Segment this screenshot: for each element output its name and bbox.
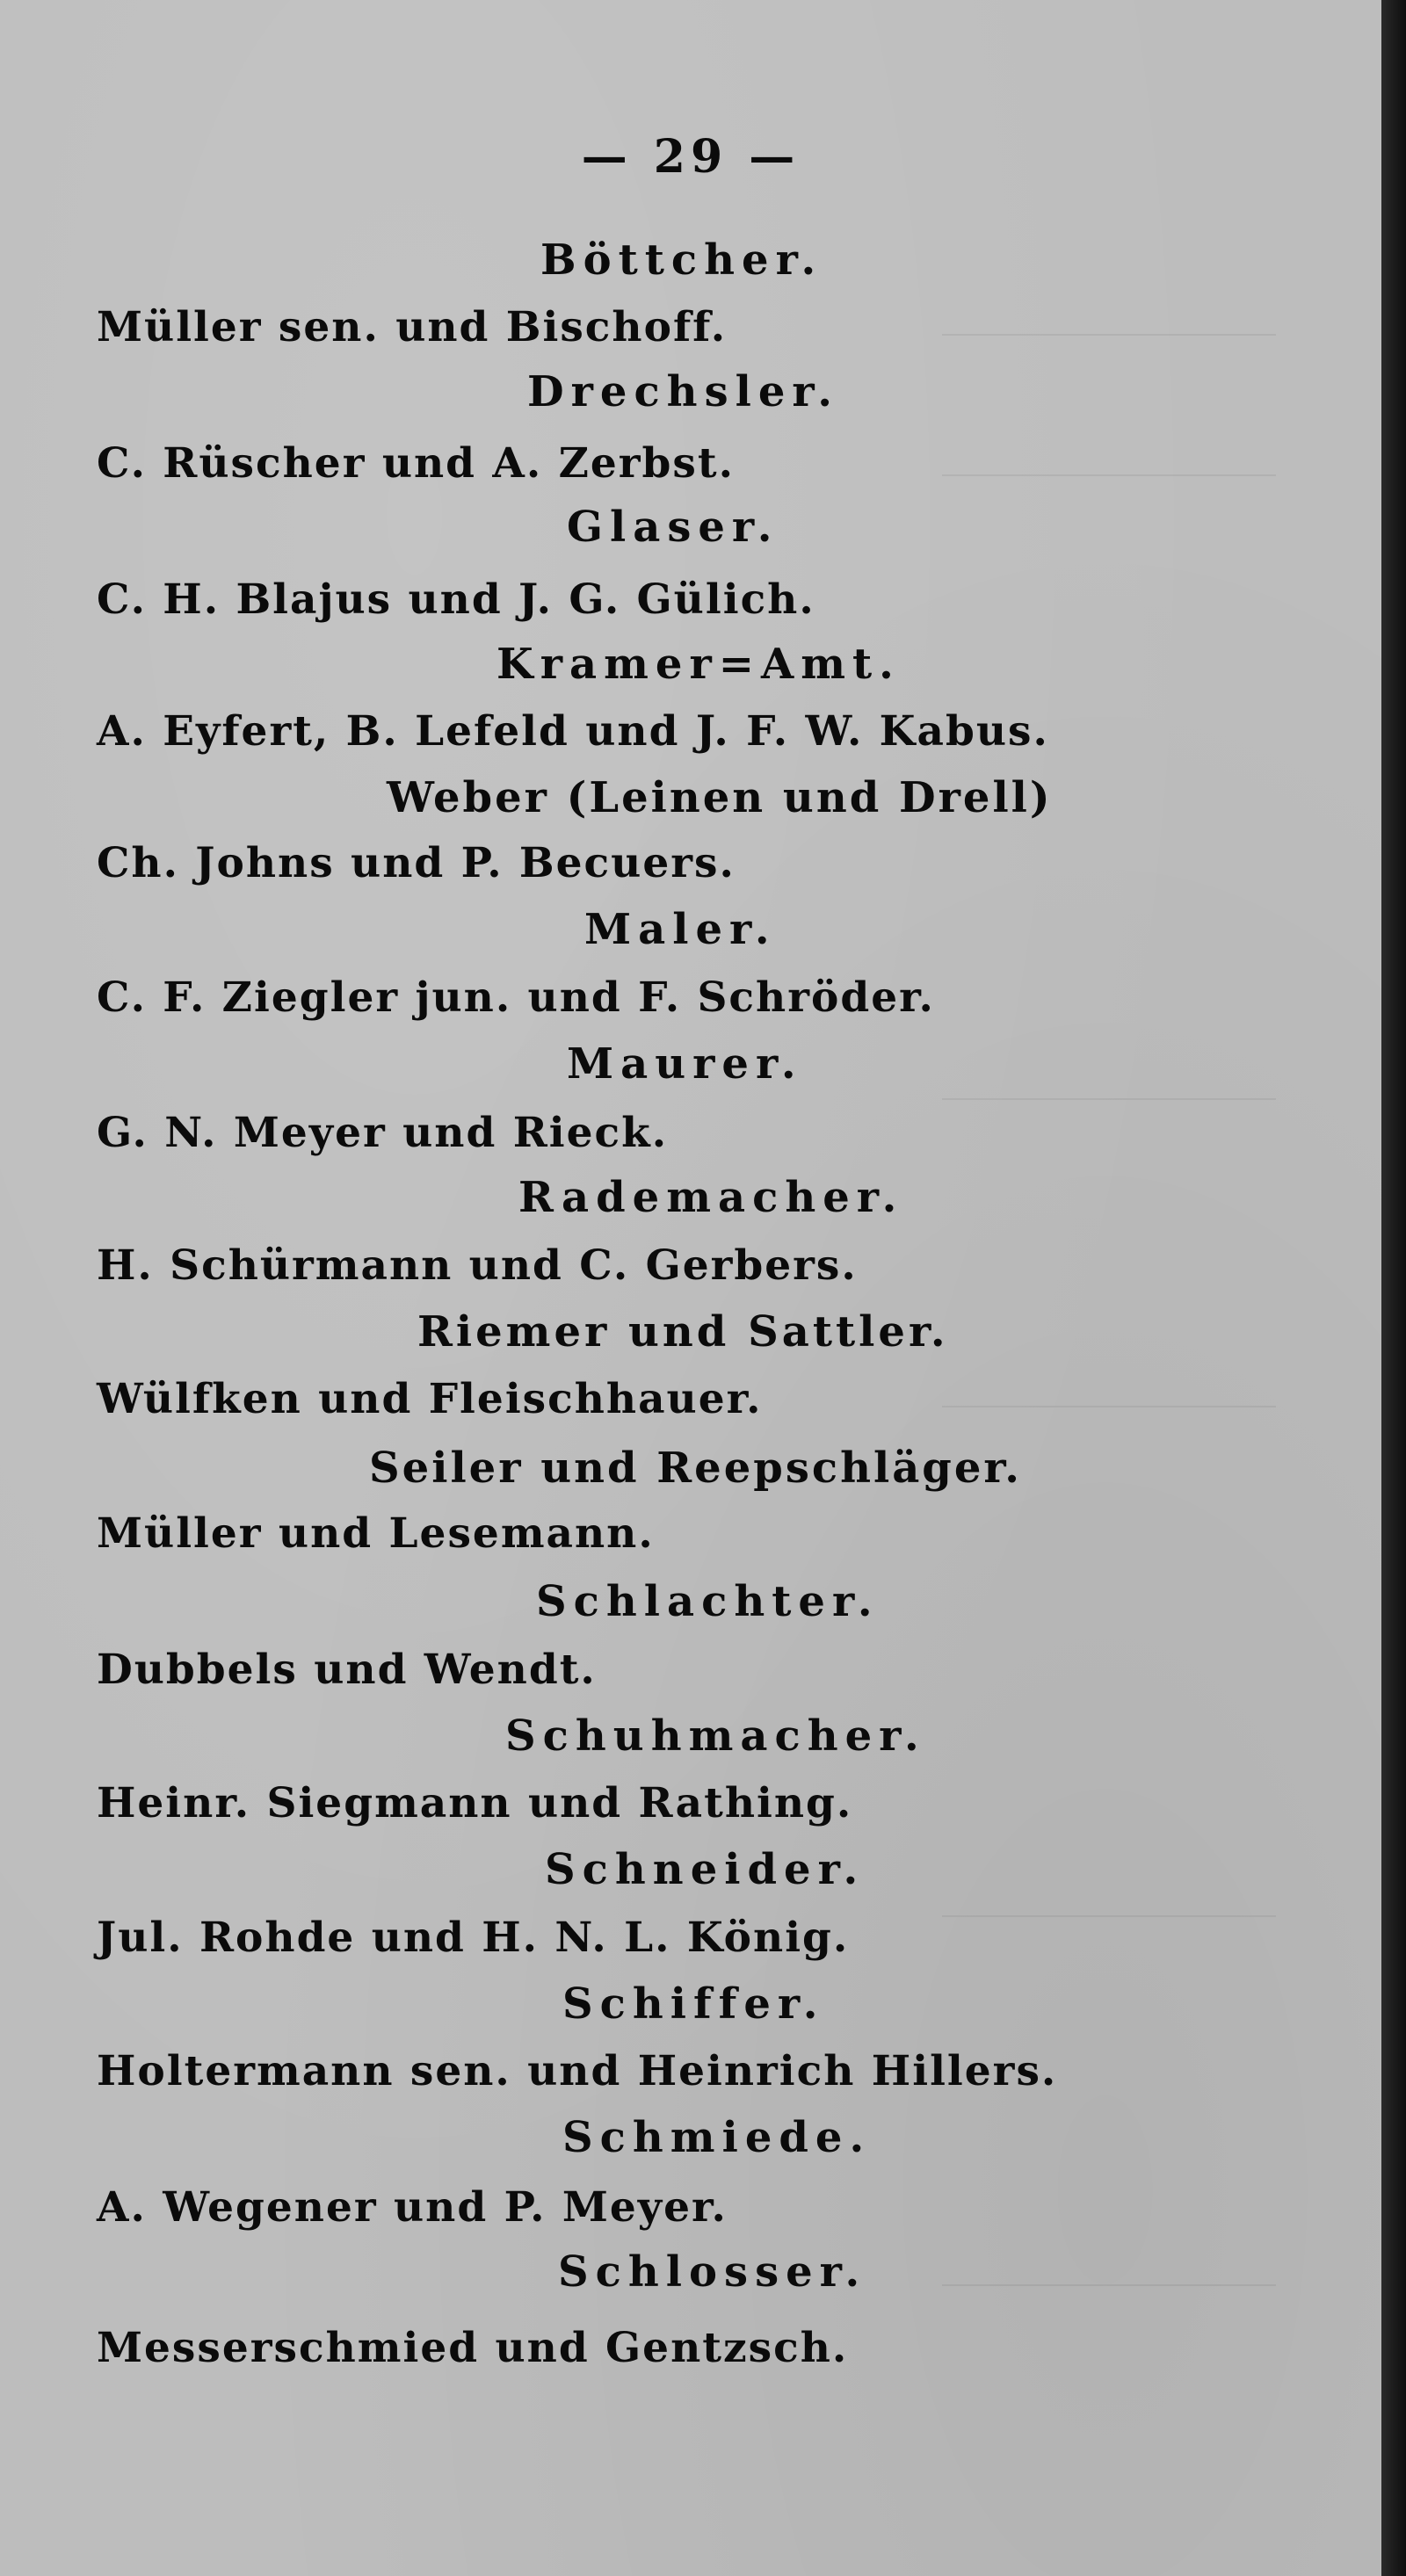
page-edge-shadow bbox=[1381, 0, 1406, 2576]
show-through-line bbox=[942, 334, 1276, 336]
trade-heading-maler: Maler. bbox=[584, 905, 777, 954]
trade-members-kramer-amt: A. Eyfert, B. Lefeld und J. F. W. Kabus. bbox=[97, 707, 1049, 756]
show-through-line bbox=[942, 474, 1276, 476]
trade-heading-maurer: Maurer. bbox=[567, 1039, 803, 1089]
trade-members-drechsler: C. Rüscher und A. Zerbst. bbox=[97, 439, 735, 488]
trade-heading-kramer-amt: Kramer=Amt. bbox=[496, 640, 901, 689]
show-through-line bbox=[942, 1915, 1276, 1917]
trade-members-schneider: Jul. Rohde und H. N. L. König. bbox=[97, 1914, 850, 1962]
trade-heading-drechsler: Drechsler. bbox=[527, 367, 839, 416]
show-through-line bbox=[942, 1406, 1276, 1407]
trade-heading-weber: Weber (Leinen und Drell) bbox=[387, 773, 1053, 822]
trade-heading-schlosser: Schlosser. bbox=[558, 2247, 867, 2297]
trade-members-schmiede: A. Wegener und P. Meyer. bbox=[97, 2183, 728, 2232]
trade-members-glaser: C. H. Blajus und J. G. Gülich. bbox=[97, 575, 815, 624]
show-through-line bbox=[942, 2284, 1276, 2286]
trade-members-boettcher: Müller sen. und Bischoff. bbox=[97, 303, 728, 351]
trade-heading-schlachter: Schlachter. bbox=[536, 1577, 880, 1626]
trade-heading-riemer-sattler: Riemer und Sattler. bbox=[417, 1307, 949, 1357]
trade-members-seiler-reepschlaeger: Müller und Lesemann. bbox=[97, 1509, 655, 1558]
trade-members-schlachter: Dubbels und Wendt. bbox=[97, 1646, 597, 1694]
trade-members-weber: Ch. Johns und P. Becuers. bbox=[97, 839, 736, 887]
trade-heading-schuhmacher: Schuhmacher. bbox=[505, 1711, 926, 1761]
trade-heading-rademacher: Rademacher. bbox=[518, 1173, 904, 1222]
trade-heading-boettcher: Böttcher. bbox=[540, 235, 823, 285]
trade-members-schiffer: Holtermann sen. und Heinrich Hillers. bbox=[97, 2047, 1058, 2095]
trade-members-maurer: G. N. Meyer und Rieck. bbox=[97, 1109, 669, 1157]
trade-heading-schmiede: Schmiede. bbox=[562, 2113, 872, 2162]
show-through-line bbox=[942, 1098, 1276, 1100]
trade-heading-schneider: Schneider. bbox=[545, 1845, 866, 1894]
trade-members-riemer-sattler: Wülfken und Fleischhauer. bbox=[97, 1375, 763, 1423]
trade-members-maler: C. F. Ziegler jun. und F. Schröder. bbox=[97, 973, 935, 1022]
trade-heading-seiler-reepschlaeger: Seiler und Reepschläger. bbox=[369, 1444, 1022, 1493]
page-number: — 29 — bbox=[581, 130, 801, 184]
trade-members-schuhmacher: Heinr. Siegmann und Rathing. bbox=[97, 1779, 853, 1827]
trade-members-rademacher: H. Schürmann und C. Gerbers. bbox=[97, 1241, 858, 1290]
trade-heading-glaser: Glaser. bbox=[567, 503, 779, 552]
trade-members-schlosser: Messerschmied und Gentzsch. bbox=[97, 2324, 849, 2372]
trade-heading-schiffer: Schiffer. bbox=[562, 1979, 825, 2029]
